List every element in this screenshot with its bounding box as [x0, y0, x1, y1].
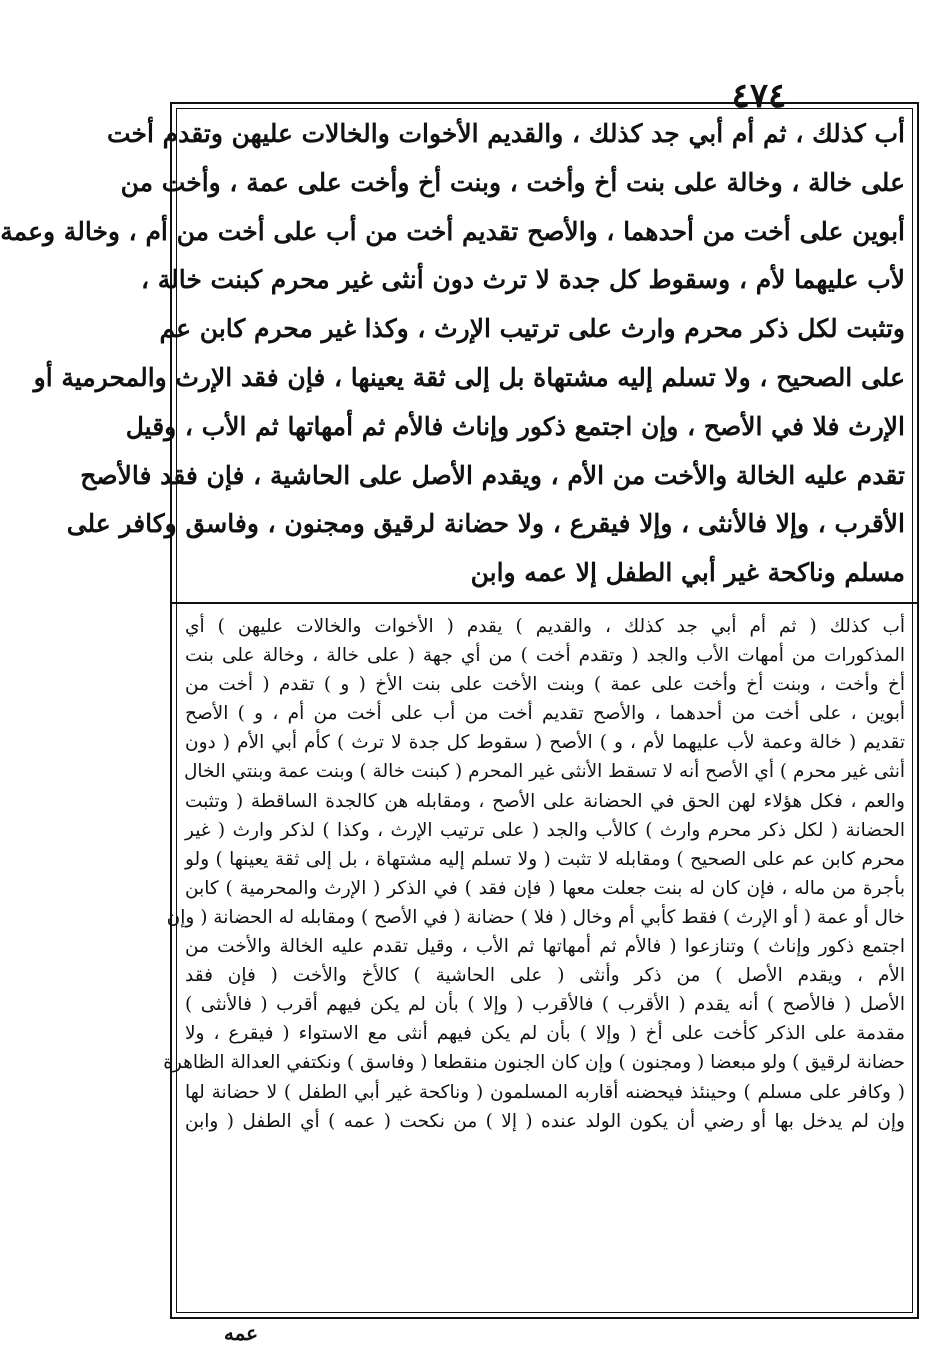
sharh-line: أبوين ، على أخت من أحدهما ، والأصح تقديم أخت من أب على أخت من أم ، و ) الأصح: [185, 703, 905, 725]
sharh-line: اجتمع ذكور وإناث ) وتنازعوا ( فالأم ثم أمهاتها ثم الأب ، وقيل تقدم عليه الخالة والأخت من: [185, 936, 905, 958]
sharh-line: وإن لم يدخل بها أو رضي أن يكون الولد عنده ( إلا ) من نكحت ( عمه ) أي الطفل ( وابن: [185, 1110, 905, 1132]
matn-line: أب كذلك ، ثم أم أبي جد كذلك ، والقديم الأخوات والخالات عليهن وتقدم أخت: [107, 119, 905, 148]
matn-line: وتثبت لكل ذكر محرم وارث على ترتيب الإرث ، وكذا غير محرم كابن عم: [159, 314, 905, 344]
sharh-line: المذكورات من أمهات الأب والجد ( وتقدم أخت ) من أي جهة ( على خالة ، وخالة على بنت: [185, 645, 905, 667]
sharh-line: خال أو عمة ( أو الإرث ) فقط كأبي أم وخال ( فلا ) حضانة ( في الأصح ) ومقابله له الحضانة ( وإن: [166, 906, 905, 928]
sharh-line: أب كذلك ( ثم أم أبي جد كذلك ، والقديم ) يقدم ( الأخوات والخالات عليهن ) أي: [185, 616, 905, 637]
matn-line: الإرث فلا في الأصح ، وإن اجتمع ذكور وإناث فالأم ثم أمهاتها ثم الأب ، وقيل: [125, 411, 905, 441]
sharh-line: أخ وأخت ، وبنت أخ وأخت على عمة ) وبنت الأخت على بنت الأخ ( و ) تقدم ( أخت من: [185, 674, 905, 696]
page-number: ٤٧٤: [731, 76, 787, 116]
sharh-line: الأصل ( فالأصح ) أنه يقدم ( الأقرب ) فالأقرب ( وإلا ) بأن لم يكن فيهم أقرب ( فالأنثى ): [185, 994, 905, 1016]
matn-line: تقدم عليه الخالة والأخت من الأم ، ويقدم الأصل على الحاشية ، فإن فقد فالأصح: [80, 460, 905, 490]
matn-line: لأب عليهما لأم ، وسقوط كل جدة لا ترث دون أنثى غير محرم كبنت خالة ،: [140, 265, 905, 295]
sharh-line: بأجرة من ماله ، فإن كان له بنت جعلت معها ( فإن فقد ) في الذكر ( الإرث والمحرمية ) كابن: [185, 877, 905, 899]
matn-text-block: [0, 110, 909, 598]
matn-line: الأقرب ، وإلا فالأنثى ، وإلا فيقرع ، ولا حضانة لرقيق ومجنون ، وفاسق وكافر على: [66, 509, 905, 539]
sharh-line: محرم كابن عم على الصحيح ) ومقابله لا تثبت ( ولا تسلم إليه مشتهاة ، بل إلى ثقة يعينها ) ولو: [185, 848, 905, 870]
sharh-line: أنثى غير محرم ) أي الأصح أنه لا تسقط الأنثى غير المحرم ( كبنت خالة ) وبنت عمة وبنتي الخال: [183, 761, 905, 783]
section-divider: [172, 602, 917, 604]
matn-line: على الصحيح ، ولا تسلم إليه مشتهاة بل إلى ثقة يعينها ، فإن فقد الإرث والمحرمية أو: [33, 362, 905, 392]
sharh-text-block: [163, 612, 909, 1310]
matn-line: مسلم وناكحة غير أبي الطفل إلا عمه وابن: [470, 558, 905, 588]
matn-line: أبوين على أخت من أحدهما ، والأصح تقديم أخت من أب على أخت من أم ، وخالة وعمة: [0, 216, 905, 246]
sharh-line: حضانة لرقيق ) ولو مبعضا ( ومجنون ) وإن كان الجنون منقطعا ( وفاسق ) ونكتفي العدالة الظاهرة: [163, 1052, 905, 1074]
sharh-line: والعم ، فكل هؤلاء لهن الحق في الحضانة على الأصح ، ومقابله هن كالجدة الساقطة ( وتثبت: [185, 790, 905, 812]
matn-line: على خالة ، وخالة على بنت أخ وأخت ، وبنت أخ وأخت على عمة ، وأخت من: [120, 167, 905, 197]
sharh-line: الحضانة ( لكل ذكر محرم وارث ) كالأب والجد ( على ترتيب الإرث ، وكذا ) لذكر وارث ( غير: [185, 819, 905, 841]
sharh-line: الأم ، ويقدم الأصل ) من ذكر وأنثى ( على الحاشية ) كالأخ والأخت ( فإن فقد: [185, 965, 905, 987]
catchword: عمه: [223, 1321, 259, 1345]
sharh-line: مقدمة على الذكر كأخت على أخ ( وإلا ) بأن لم يكن فيهم أنثى مع الاستواء ( فيقرع ، ولا: [185, 1023, 905, 1045]
sharh-line: تقديم ( خالة وعمة لأب عليهما لأم ، و ) الأصح ( سقوط كل جدة لا ترث ) كأم أبي الأم ( دون: [185, 732, 905, 754]
sharh-line: ( وكافر على مسلم ) وحينئذ فيحضنه أقاربه المسلمون ( وناكحة غير أبي الطفل ) لا حضانة لها: [185, 1081, 905, 1103]
